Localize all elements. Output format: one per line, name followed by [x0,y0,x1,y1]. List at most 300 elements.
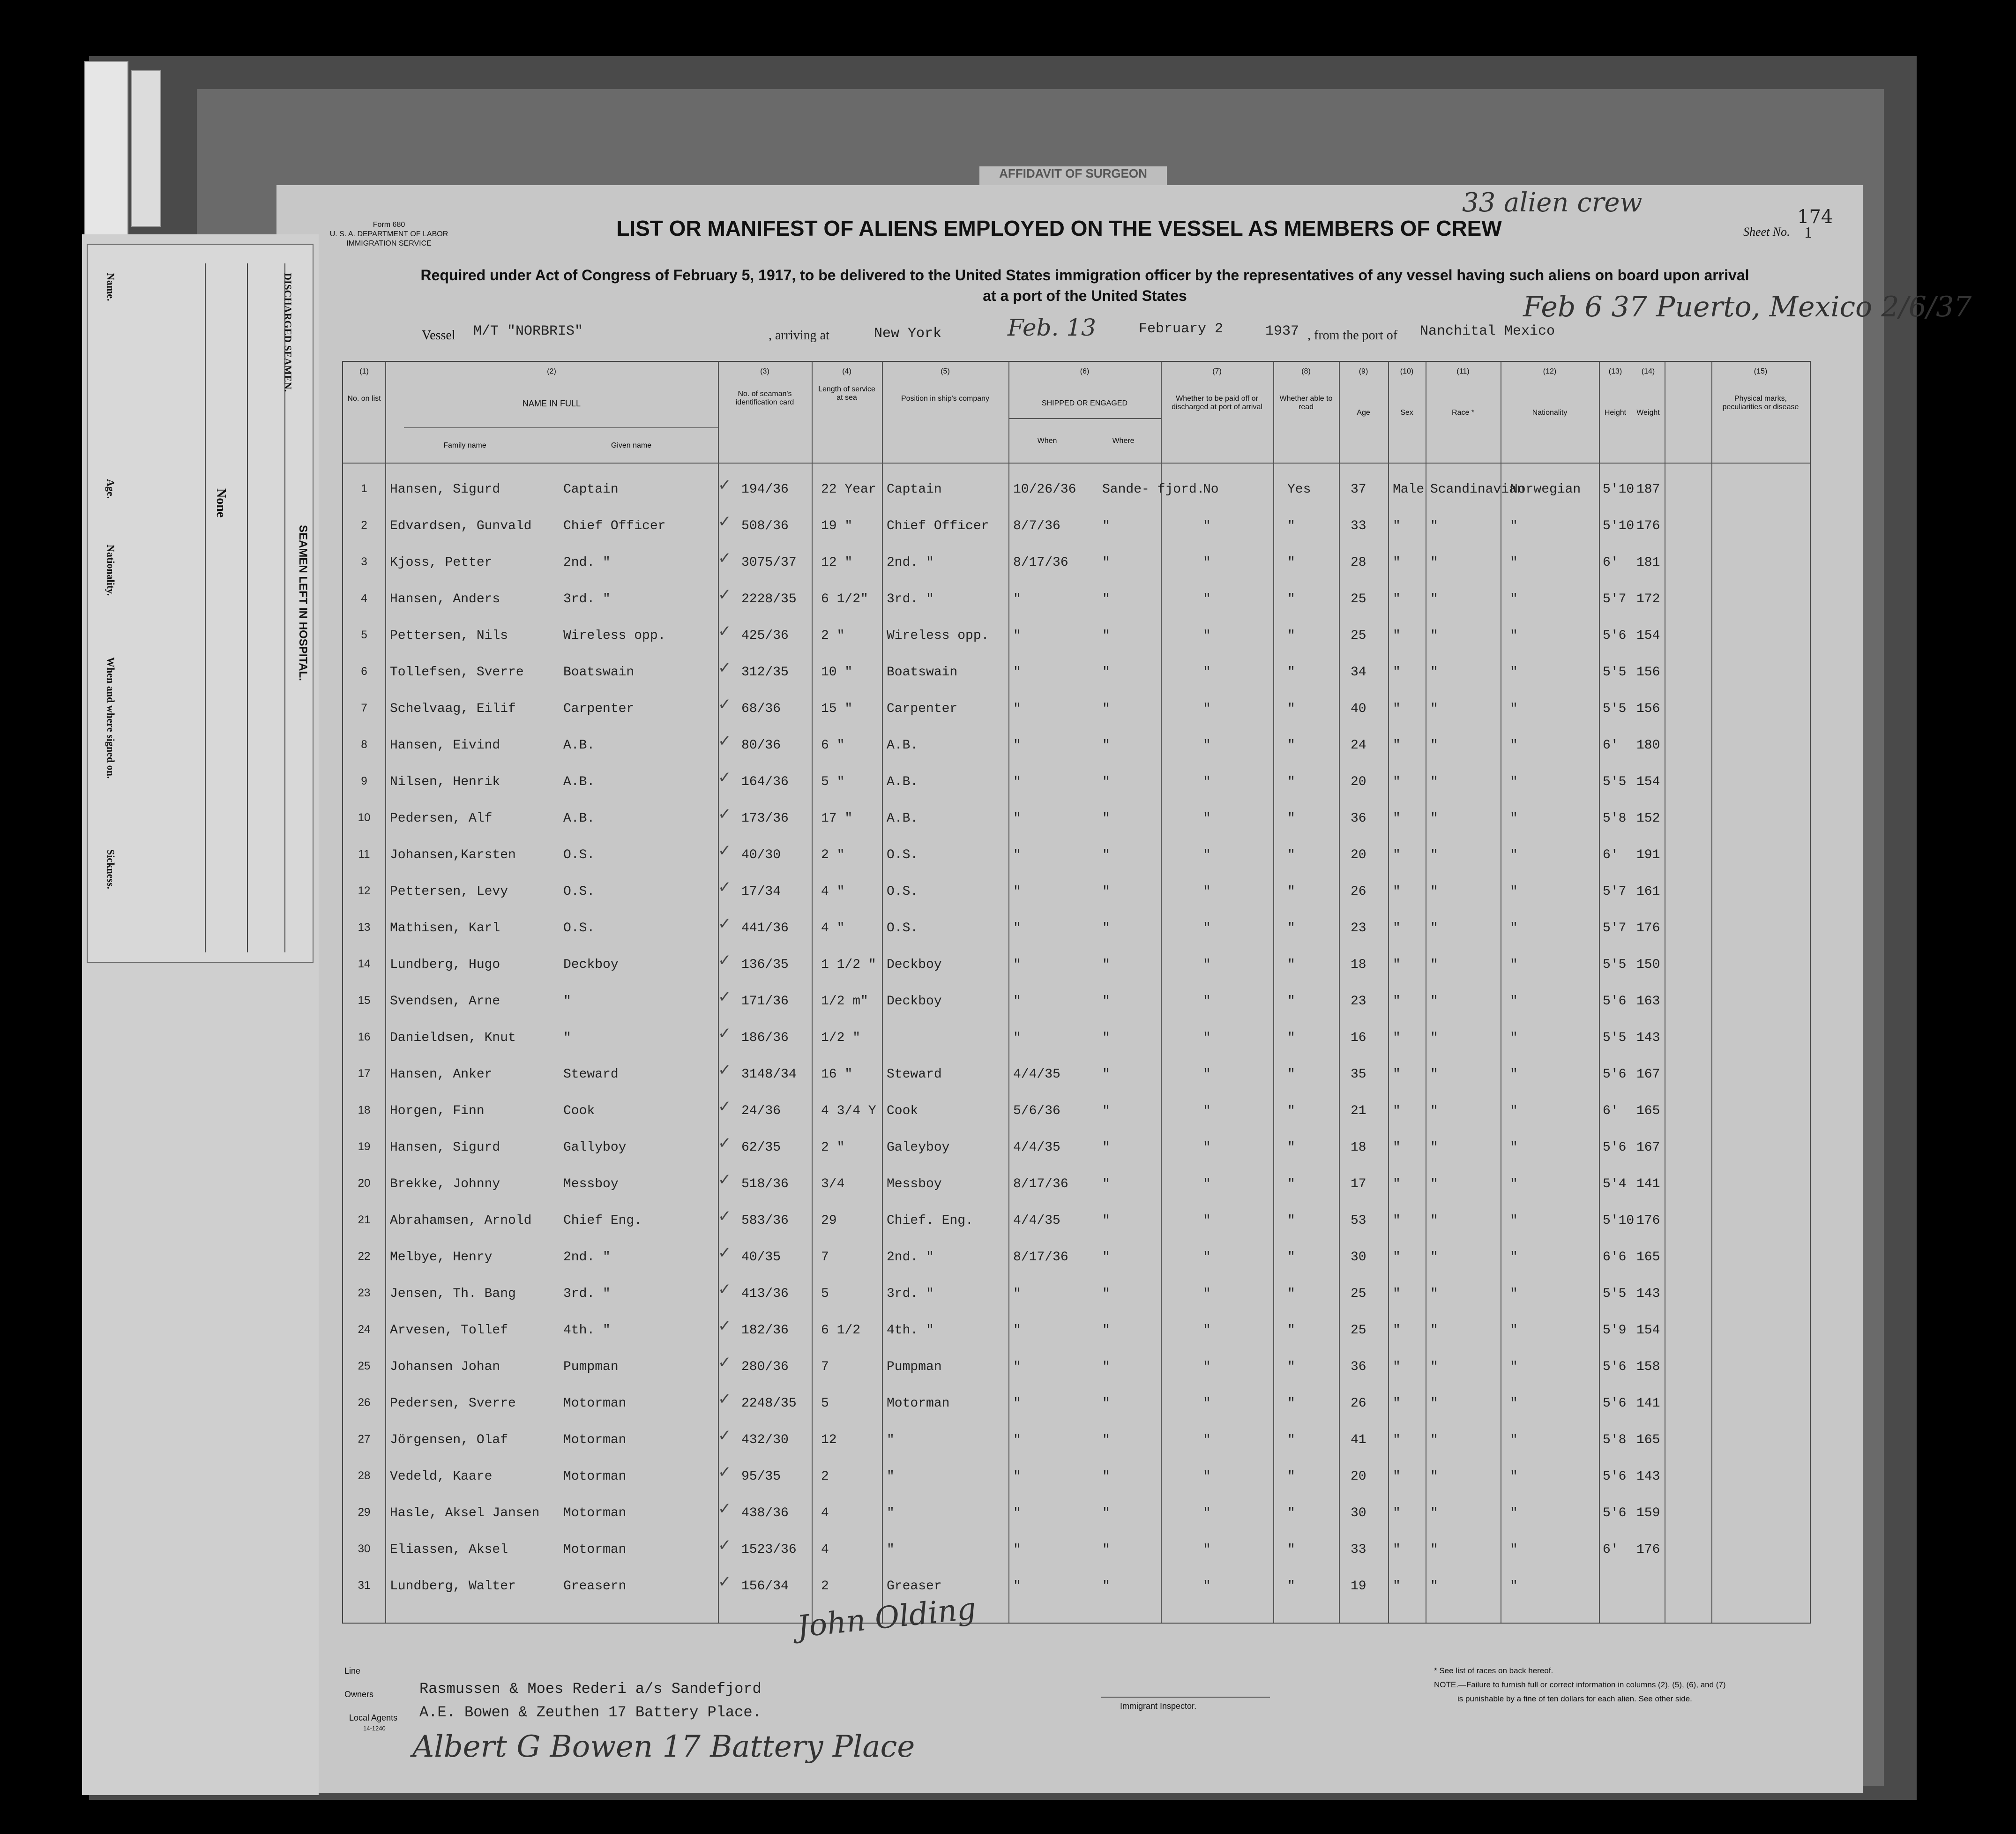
cell-where: " [1102,1433,1110,1447]
cell-when: 10/26/36 [1013,482,1076,497]
form-line-2: U. S. A. DEPARTMENT OF LABOR [329,230,448,238]
side-card-title: DISCHARGED SEAMEN. [282,273,294,392]
cell-sex: " [1393,1323,1401,1338]
cell-read: " [1287,1506,1295,1520]
cell-given: 2nd. " [563,555,611,570]
cell-height: 6' [1603,848,1619,862]
cell-position: Chief Officer [887,519,989,533]
cell-where: " [1102,775,1110,789]
cell-card: 17/34 [741,884,781,899]
cell-age: 25 [1351,1287,1366,1301]
cell-when: " [1013,921,1021,936]
cell-age: 30 [1351,1506,1366,1520]
cell-race: " [1430,921,1438,936]
cell-sex: " [1393,1177,1401,1191]
cell-where: " [1102,702,1110,716]
cell-length: 4 " [821,884,845,899]
cell-weight: 167 [1636,1140,1660,1155]
cell-card: 3075/37 [741,555,797,570]
cell-card: 2228/35 [741,592,797,606]
col-num-10: (10) [1400,367,1414,375]
cell-race: " [1430,1140,1438,1155]
cell-given: Motorman [563,1542,627,1557]
cell-height: 5'6 [1603,1360,1627,1374]
cell-read: " [1287,1067,1295,1082]
cell-height: 5'10 [1603,482,1635,497]
check-mark-icon: ✓ [718,841,732,860]
cell-when: " [1013,811,1021,826]
cell-paid: " [1203,738,1211,753]
hdr-seaman-id: No. of seaman's identification card [735,390,794,406]
cell-position: A.B. [887,775,918,789]
cell-age: 20 [1351,1469,1366,1484]
cell-no: 13 [358,921,371,934]
cell-when: 5/6/36 [1013,1104,1060,1118]
cell-sex: " [1393,1067,1401,1082]
col-num-14: (14) [1641,367,1655,375]
cell-name: Danieldsen, Knut [390,1031,516,1045]
cell-card: 432/30 [741,1433,789,1447]
cell-sex: " [1393,592,1401,606]
table-row [343,1057,1810,1093]
sheet-label: Sheet No. [1743,225,1790,239]
cell-race: " [1430,555,1438,570]
cell-read: " [1287,1177,1295,1191]
cell-length: 2 " [821,848,845,862]
cell-position: Cook [887,1104,918,1118]
cell-read: " [1287,555,1295,570]
cell-race: " [1430,1433,1438,1447]
cell-length: 5 [821,1287,829,1301]
cell-where: " [1102,921,1110,936]
cell-name: Hansen, Sigurd [390,482,500,497]
cell-name: Svendsen, Arne [390,994,500,1009]
form-line-1: Form 680 [373,221,405,229]
cell-position: " [887,1469,895,1484]
col-num-4: (4) [842,367,851,375]
cell-weight: 180 [1636,738,1660,753]
cell-sex: " [1393,1250,1401,1265]
cell-length: 3/4 [821,1177,845,1191]
cell-race: " [1430,1579,1438,1594]
cell-length: 6 1/2 [821,1323,861,1338]
cell-sex: " [1393,665,1401,680]
check-mark-icon: ✓ [718,585,732,604]
cell-position: Chief. Eng. [887,1213,973,1228]
cell-race: " [1430,1469,1438,1484]
cell-no: 12 [358,884,371,897]
cell-age: 20 [1351,848,1366,862]
cell-where: " [1102,1542,1110,1557]
cell-paid: " [1203,1250,1211,1265]
hdr-name-in-full: NAME IN FULL [522,399,581,408]
cell-nat: " [1510,1177,1518,1191]
table-row [343,1130,1810,1166]
subtitle-line-2: at a port of the United States [983,287,1187,304]
cell-where: " [1102,994,1110,1009]
cell-age: 25 [1351,629,1366,643]
cell-position: 2nd. " [887,1250,934,1265]
cell-race: " [1430,738,1438,753]
cell-height: 5'7 [1603,921,1627,936]
cell-given: Messboy [563,1177,619,1191]
cell-name: Brekke, Johnny [390,1177,500,1191]
document-title: LIST OR MANIFEST OF ALIENS EMPLOYED ON THE VESSEL AS MEMBERS OF CREW [616,216,1502,240]
cell-where: " [1102,1360,1110,1374]
cell-no: 17 [358,1067,371,1080]
agent-signature: Albert G Bowen 17 Battery Place [412,1729,915,1764]
cell-read: " [1287,958,1295,972]
cell-weight: 165 [1636,1433,1660,1447]
cell-nat: " [1510,665,1518,680]
cell-sex: " [1393,1579,1401,1594]
cell-race: " [1430,702,1438,716]
cell-when: 4/4/35 [1013,1067,1060,1082]
cell-paid: " [1203,811,1211,826]
cell-where: " [1102,1140,1110,1155]
cell-weight: 165 [1636,1250,1660,1265]
cell-no: 7 [361,702,367,714]
table-row [343,1093,1810,1129]
cell-height: 5'6 [1603,1396,1627,1411]
cell-height: 5'5 [1603,665,1627,680]
hdr-given-name: Given name [611,442,652,449]
check-mark-icon: ✓ [718,1097,732,1116]
cell-length: 5 [821,1396,829,1411]
cell-height: 5'5 [1603,702,1627,716]
cell-read: " [1287,811,1295,826]
cell-nat: " [1510,958,1518,972]
col-num-12: (12) [1543,367,1557,375]
cell-when: " [1013,1542,1021,1557]
cell-nat: " [1510,994,1518,1009]
cell-nat: " [1510,884,1518,899]
hdr-physical: Physical marks, peculiarities or disease [1722,395,1799,411]
cell-length: 2 " [821,629,845,643]
hdr-paid-off: Whether to be paid off or discharged at port of arrival [1172,395,1262,411]
cell-age: 24 [1351,738,1366,753]
side-card-nationality: Nationality. [105,545,117,596]
cell-nat: " [1510,738,1518,753]
sheet-number-stamp: 174 [1797,206,1833,228]
cell-age: 34 [1351,665,1366,680]
cell-weight: 154 [1636,775,1660,789]
cell-card: 164/36 [741,775,789,789]
cell-position: Deckboy [887,994,942,1009]
table-row [343,582,1810,617]
cell-height: 5'7 [1603,592,1627,606]
cell-given: A.B. [563,738,595,753]
cell-weight: 176 [1636,519,1660,533]
check-mark-icon: ✓ [718,1536,732,1555]
note-line-1: NOTE.—Failure to furnish full or correct information in columns (2), (5), (6), and (7) [1434,1680,1726,1689]
cell-given: " [563,994,571,1009]
cell-height: 5'4 [1603,1177,1627,1191]
check-mark-icon: ✓ [718,659,732,677]
cell-read: " [1287,1104,1295,1118]
table-row [343,1240,1810,1275]
table-row [343,1203,1810,1239]
cell-paid: " [1203,519,1211,533]
cell-name: Horgen, Finn [390,1104,485,1118]
cell-position: Galeyboy [887,1140,950,1155]
cell-position: 2nd. " [887,555,934,570]
cell-sex: " [1393,1287,1401,1301]
cell-length: 12 [821,1433,837,1447]
cell-paid: " [1203,1360,1211,1374]
cell-when: " [1013,629,1021,643]
cell-paid: " [1203,1104,1211,1118]
cell-race: " [1430,1067,1438,1082]
cell-paid: " [1203,958,1211,972]
cell-nat: " [1510,1469,1518,1484]
cell-length: 4 3/4 Y [821,1104,876,1118]
cell-card: 438/36 [741,1506,789,1520]
col-num-2: (2) [547,367,556,375]
cell-name: Schelvaag, Eilif [390,702,516,716]
table-row [343,911,1810,946]
side-card-none: None [214,488,228,518]
cell-card: 182/36 [741,1323,789,1338]
check-mark-icon: ✓ [718,768,732,787]
cell-height: 6' [1603,1542,1619,1557]
cell-nat: " [1510,1140,1518,1155]
cell-paid: " [1203,1579,1211,1594]
hdr-family-name: Family name [443,442,486,449]
cell-sex: " [1393,1031,1401,1045]
cell-read: " [1287,921,1295,936]
cell-position: 4th. " [887,1323,934,1338]
cell-no: 26 [358,1396,371,1409]
cell-height: 5'6 [1603,1140,1627,1155]
cell-where: " [1102,1323,1110,1338]
cell-where: " [1102,958,1110,972]
cell-given: Chief Eng. [563,1213,642,1228]
cell-weight: 141 [1636,1177,1660,1191]
check-mark-icon: ✓ [718,1426,732,1445]
cell-length: 15 " [821,702,853,716]
cell-sex: " [1393,1360,1401,1374]
cell-where: Sande- fjord. [1102,482,1205,497]
cell-where: " [1102,1287,1110,1301]
cell-position: 3rd. " [887,1287,934,1301]
cell-age: 36 [1351,811,1366,826]
cell-given: 3rd. " [563,1287,611,1301]
hdr-shipped: SHIPPED OR ENGAGED [1041,399,1128,407]
cell-height: 5'8 [1603,1433,1627,1447]
cell-nat: " [1510,921,1518,936]
cell-name: Jensen, Th. Bang [390,1287,516,1301]
cell-length: 29 [821,1213,837,1228]
cell-age: 40 [1351,702,1366,716]
cell-read: " [1287,884,1295,899]
cell-position: Motorman [887,1396,950,1411]
owners-label: Owners [344,1690,374,1699]
cell-no: 19 [358,1140,371,1153]
cell-nat: Norwegian [1510,482,1581,497]
hdr-no-on-list: No. on list [347,395,381,403]
check-mark-icon: ✓ [718,1280,732,1299]
cell-position: Wireless opp. [887,629,989,643]
cell-sex: " [1393,921,1401,936]
cell-no: 5 [361,629,367,641]
cell-where: " [1102,555,1110,570]
cell-race: " [1430,994,1438,1009]
table-row [343,1386,1810,1422]
cell-height: 5'6 [1603,1469,1627,1484]
cell-paid: " [1203,921,1211,936]
cell-weight: 152 [1636,811,1660,826]
cell-height: 5'5 [1603,1031,1627,1045]
cell-paid: " [1203,1177,1211,1191]
cell-given: Pumpman [563,1360,619,1374]
cell-read: " [1287,848,1295,862]
cell-weight: 141 [1636,1396,1660,1411]
table-row [343,1167,1810,1202]
cell-read: " [1287,775,1295,789]
cell-when: " [1013,1323,1021,1338]
cell-age: 41 [1351,1433,1366,1447]
cell-race: " [1430,1396,1438,1411]
cell-sex: " [1393,1506,1401,1520]
affidavit-stamp: AFFIDAVIT OF SURGEON [979,166,1167,185]
cell-position: A.B. [887,738,918,753]
cell-height: 6' [1603,1104,1619,1118]
check-mark-icon: ✓ [718,1134,732,1153]
check-mark-icon: ✓ [718,695,732,714]
cell-height: 5'6 [1603,1506,1627,1520]
check-mark-icon: ✓ [718,1463,732,1482]
subtitle-line-1: Required under Act of Congress of February 5, 1917, to be delivered to the United States immigration officer by the representatives of any vessel having such aliens on board upon arrival [420,267,1749,284]
cell-card: 68/36 [741,702,781,716]
cell-length: 6 " [821,738,845,753]
cell-race: " [1430,1323,1438,1338]
cell-race: " [1430,592,1438,606]
cell-where: " [1102,665,1110,680]
cell-no: 27 [358,1433,371,1445]
cell-card: 583/36 [741,1213,789,1228]
cell-nat: " [1510,1250,1518,1265]
cell-length: 2 " [821,1140,845,1155]
cell-where: " [1102,848,1110,862]
cell-height: 5'7 [1603,884,1627,899]
cell-position: O.S. [887,884,918,899]
cell-card: 40/35 [741,1250,781,1265]
cell-card: 425/36 [741,629,789,643]
cell-name: Lundberg, Hugo [390,958,500,972]
check-mark-icon: ✓ [718,805,732,823]
cell-when: " [1013,1287,1021,1301]
table-row [343,1020,1810,1056]
cell-length: 12 " [821,555,853,570]
cell-race: " [1430,1506,1438,1520]
check-mark-icon: ✓ [718,1243,732,1262]
cell-nat: " [1510,1213,1518,1228]
handwritten-note-top: 33 alien crew [1462,187,1643,218]
col-num-1: (1) [359,367,369,375]
cell-name: Pedersen, Alf [390,811,493,826]
cell-position: " [887,1506,895,1520]
cell-position: Greaser [887,1579,942,1594]
cell-position: 3rd. " [887,592,934,606]
check-mark-icon: ✓ [718,622,732,641]
cell-when: " [1013,848,1021,862]
cell-weight: 176 [1636,1542,1660,1557]
cell-nat: " [1510,555,1518,570]
cell-given: Deckboy [563,958,619,972]
cell-height: 5'6 [1603,994,1627,1009]
table-row [343,984,1810,1019]
cell-card: 24/36 [741,1104,781,1118]
cell-weight: 154 [1636,629,1660,643]
cell-weight: 156 [1636,702,1660,716]
check-mark-icon: ✓ [718,914,732,933]
cell-nat: " [1510,1506,1518,1520]
cell-when: 4/4/35 [1013,1213,1060,1228]
cell-no: 9 [361,775,367,787]
cell-name: Hansen, Anker [390,1067,493,1082]
cell-given: Boatswain [563,665,635,680]
cell-when: " [1013,958,1021,972]
cell-paid: " [1203,1323,1211,1338]
cell-no: 10 [358,811,371,824]
cell-no: 23 [358,1287,371,1299]
table-row [343,1422,1810,1458]
cell-age: 23 [1351,994,1366,1009]
col-num-13: (13) [1608,367,1622,375]
arrival-port: New York [874,326,942,342]
cell-nat: " [1510,775,1518,789]
cell-no: 29 [358,1506,371,1519]
cell-sex: " [1393,519,1401,533]
table-row [343,655,1810,690]
cell-age: 23 [1351,921,1366,936]
table-row [343,764,1810,800]
cell-given: Gallyboy [563,1140,627,1155]
cell-read: " [1287,519,1295,533]
cell-no: 15 [358,994,371,1007]
cell-length: 7 [821,1360,829,1374]
cell-sex: " [1393,1396,1401,1411]
cell-when: " [1013,884,1021,899]
cell-position: " [887,1542,895,1557]
cell-race: " [1430,884,1438,899]
cell-position: Carpenter [887,702,958,716]
cell-name: Jörgensen, Olaf [390,1433,508,1447]
check-mark-icon: ✓ [718,1353,732,1372]
cell-no: 3 [361,555,367,568]
cell-no: 21 [358,1213,371,1226]
cell-given: O.S. [563,921,595,936]
cell-read: " [1287,1250,1295,1265]
cell-race: " [1430,958,1438,972]
cell-position: O.S. [887,921,918,936]
cell-age: 36 [1351,1360,1366,1374]
cell-nat: " [1510,848,1518,862]
from-port: Nanchital Mexico [1420,323,1555,339]
table-row [343,1459,1810,1495]
cell-length: 2 [821,1469,829,1484]
cell-position: Pumpman [887,1360,942,1374]
vessel-name: M/T "NORBRIS" [473,323,583,339]
cell-paid: " [1203,1469,1211,1484]
cell-card: 280/36 [741,1360,789,1374]
cell-paid: " [1203,1506,1211,1520]
table-row [343,1276,1810,1312]
cell-sex: " [1393,1140,1401,1155]
cell-card: 194/36 [741,482,789,497]
cell-position: Steward [887,1067,942,1082]
